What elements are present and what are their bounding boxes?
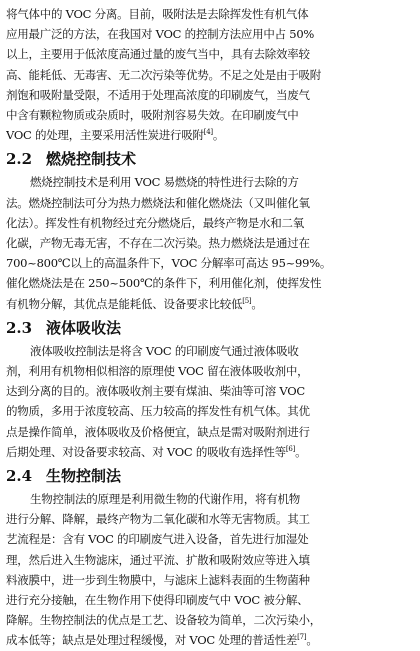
line-end: 。 (251, 296, 263, 311)
text-line: 达到分离的目的。液体吸收剂主要有煤油、柴油等可溶 VOC (6, 384, 305, 399)
section-paragraph-2-3 (6, 341, 414, 462)
line-text: 后期处理、对设备要求较高、对 VOC 的吸收有选择性等 (6, 444, 286, 459)
text-line: 化法）。挥发性有机物经过充分燃烧后，最终产物是水和二氧 (6, 215, 304, 230)
text-line: 催化燃烧法是在 250~500℃的条件下，利用催化剂，使挥发性 (6, 276, 322, 291)
text-line: 进行充分接触，在生物作用下使得印刷废气中 VOC 被分解、 (6, 593, 309, 608)
text-line: 高、能耗低、无毒害、无二次污染等优势。不足之处是由于吸附 (6, 67, 321, 82)
text-line (6, 125, 414, 145)
line-text: VOC 的处理，主要采用活性炭进行吸附 (6, 128, 204, 143)
text-line: 应用最广泛的方法，在我国对 VOC 的控制方法应用中占 50% (6, 27, 315, 42)
text-line: 艺流程是：含有 VOC 的印刷废气进入设备，首先进行加湿处 (6, 532, 309, 547)
section-number: 2.2 (6, 150, 33, 169)
text-line: 进行分解、降解，最终产物为二氧化碳和水等无害物质。其工 (6, 512, 310, 527)
reference-marker: [4] (203, 128, 213, 137)
text-line: 液体吸收控制法是将含 VOC 的印刷废气通过液体吸收 (30, 343, 299, 358)
section-heading-2-3 (6, 317, 414, 339)
text-line: 中含有颗粒物质或杂质时，吸附剂容易失效。在印刷废气中 (6, 108, 299, 123)
section-number: 2.4 (6, 467, 33, 486)
text-line: 燃烧控制技术是利用 VOC 易燃烧的特性进行去除的方 (30, 175, 299, 190)
text-line (6, 294, 414, 314)
text-line: 剂饱和吸附量受限，不适用于处理高浓度的印刷废气，当废气 (6, 87, 310, 102)
section-number: 2.3 (6, 318, 33, 337)
section-paragraph-2-4 (6, 489, 414, 651)
text-line: 法。燃烧控制法可分为热力燃烧法和催化燃烧法（又叫催化氧 (6, 195, 310, 210)
text-line: 的物质，多用于浓度较高、压力较高的挥发性有机气体。其优 (6, 404, 310, 419)
line-end: 。 (295, 444, 307, 459)
reference-marker: [6] (285, 445, 296, 454)
line-end: 。 (306, 633, 318, 648)
text-line: 生物控制法的原理是利用微生物的代谢作用，将有机物 (30, 492, 300, 507)
text-line: 料液膜中，进一步到生物膜中，与滤床上滤料表面的生物菌种 (6, 572, 310, 587)
text-line: 以上，主要用于低浓度高通过量的废气当中，具有去除效率较 (6, 47, 310, 62)
section-heading-2-2 (6, 148, 414, 170)
text-line: 700~800℃以上的高温条件下，VOC 分解率可高达 95~99%。 (6, 256, 332, 271)
line-end: 。 (212, 128, 225, 143)
text-line: 点是操作简单，液体吸收及价格便宜，缺点是需对吸附剂进行 (6, 424, 310, 439)
text-line: 剂，利用有机物相似相溶的原理使 VOC 留在液体吸收剂中， (6, 364, 309, 379)
reference-marker: [7] (297, 633, 307, 642)
text-line (6, 630, 414, 650)
section-paragraph-2-2 (6, 172, 414, 313)
line-text: 有机物分解，其优点是能耗低、设备要求比较低 (6, 296, 243, 311)
reference-marker: [5] (242, 296, 252, 305)
section-heading-2-4 (6, 465, 414, 487)
text-line (6, 442, 414, 462)
text-line: 理，然后进入生物滤床，通过平流、扩散和吸附效应等进入填 (6, 552, 310, 567)
intro-paragraph (6, 4, 414, 145)
section-title: 燃烧控制技术 (46, 150, 137, 169)
text-line: 将气体中的 VOC 分离。目前，吸附法是去除挥发性有机气体 (6, 7, 309, 21)
section-title: 液体吸收法 (46, 318, 122, 337)
line-text: 成本低等；缺点是处理过程缓慢，对 VOC 处理的普适性差 (6, 633, 298, 648)
text-line: 降解。生物控制法的优点是工艺、设备较为简单，二次污染小， (6, 613, 321, 628)
section-title: 生物控制法 (46, 467, 122, 486)
text-line: 化碳，产物无毒无害，不存在二次污染。热力燃烧法是通过在 (6, 236, 310, 251)
